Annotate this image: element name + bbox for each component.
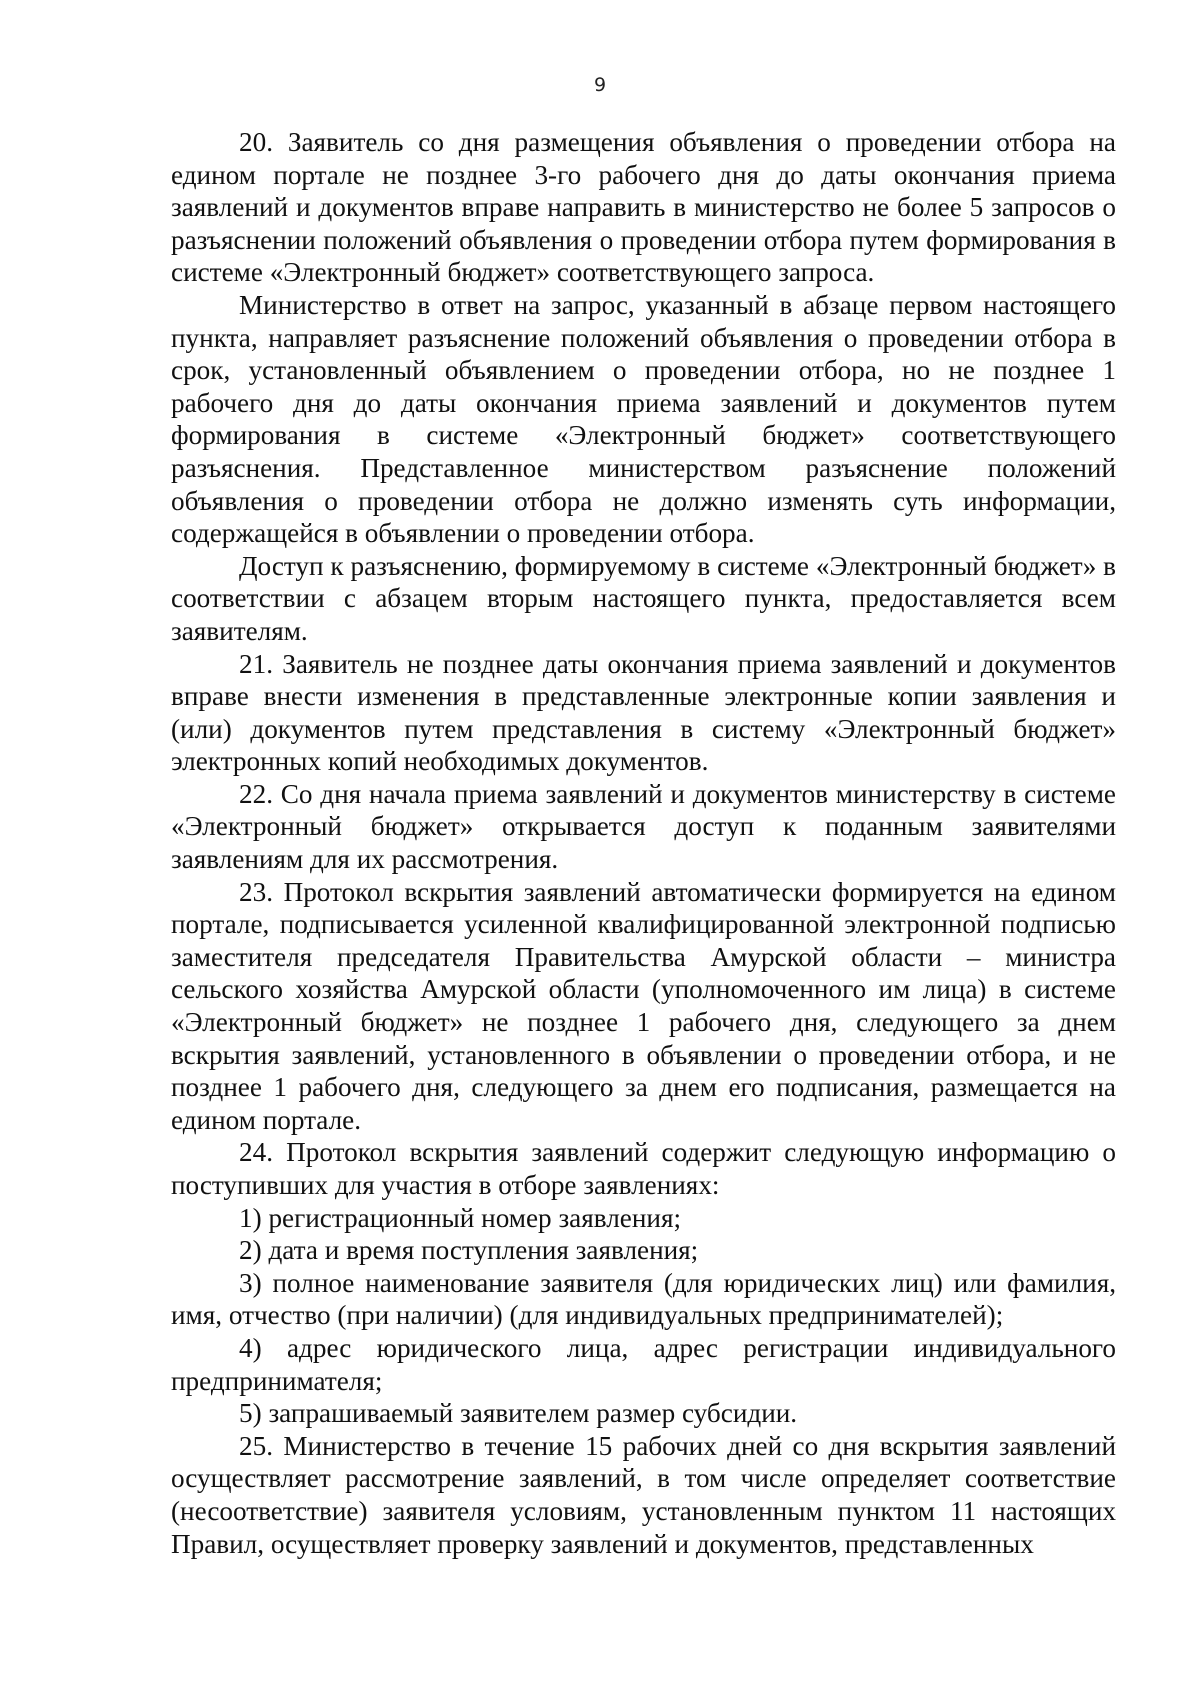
list-item-4: 4) адрес юридического лица, адрес регистрации индивидуального предпринимателя; [171, 1332, 1116, 1396]
paragraph-25: 25. Министерство в течение 15 рабочих дней со дня вскрытия заявлений осуществляет рассмотрение заявлений, в том числе определяет соответствие (несоответствие) заявителя условиям, установленным пунктом 11 настоящих Правил, осуществляет проверку заявлений и документов, представленных [171, 1430, 1116, 1559]
list-item-3: 3) полное наименование заявителя (для юридических лиц) или фамилия, имя, отчество (при наличии) (для индивидуальных предпринимателей); [171, 1267, 1116, 1331]
list-item-2: 2) дата и время поступления заявления; [239, 1235, 699, 1266]
paragraph-23: 23. Протокол вскрытия заявлений автоматически формируется на едином портале, подписывается усиленной квалифицированной электронной подписью заместителя председателя Правительства Амурской области – министра сельского хозяйства Амурской области (уполномоченного им лица) в системе «Электронный бюджет» не позднее 1 рабочего дня, следующего за днем вскрытия заявлений, установленного в объявлении о проведении отбора, и не позднее 1 рабочего дня, следующего за днем его подписания, размещается на едином портале. [171, 876, 1116, 1135]
paragraph-22: 22. Со дня начала приема заявлений и документов министерству в системе «Электронный бюджет» открывается доступ к поданным заявителями заявлениям для их рассмотрения. [171, 778, 1116, 875]
paragraph-24: 24. Протокол вскрытия заявлений содержит следующую информацию о поступивших для участия в отборе заявлениях: [171, 1137, 1116, 1200]
list-item-1: 1) регистрационный номер заявления; [239, 1202, 682, 1233]
paragraph-20-access: Доступ к разъяснению, формируемому в системе «Электронный бюджет» в соответствии с абзацем вторым настоящего пункта, предоставляется всем заявителям. [171, 550, 1116, 646]
paragraph-20: 20. Заявитель со дня размещения объявления о проведении отбора на едином портале не позднее 3-го рабочего дня до даты окончания приема заявлений и документов вправе направить в министерство не более 5 запросов о разъяснении положений объявления о проведении отбора путем формирования в системе «Электронный бюджет» соответствующего запроса. [171, 127, 1116, 288]
page-number: 9 [593, 74, 607, 96]
paragraph-21: 21. Заявитель не позднее даты окончания приема заявлений и документов вправе внести изменения в представленные электронные копии заявления и (или) документов путем представления в систему «Электронный бюджет» электронных копий необходимых документов. [171, 648, 1116, 777]
document-body [171, 126, 1116, 1560]
paragraph-20-response: Министерство в ответ на запрос, указанный в абзаце первом настоящего пункта, направляет разъяснение положений объявления о проведении отбора в срок, установленный объявлением о проведении отбора, но не позднее 1 рабочего дня до даты окончания приема заявлений и документов путем формирования в системе «Электронный бюджет» соответствующего разъяснения. Представленное министерством разъяснение положений объявления о проведении отбора не должно изменять суть информации, содержащейся в объявлении о проведении отбора. [171, 289, 1116, 549]
list-item-5: 5) запрашиваемый заявителем размер субсидии. [239, 1398, 798, 1429]
